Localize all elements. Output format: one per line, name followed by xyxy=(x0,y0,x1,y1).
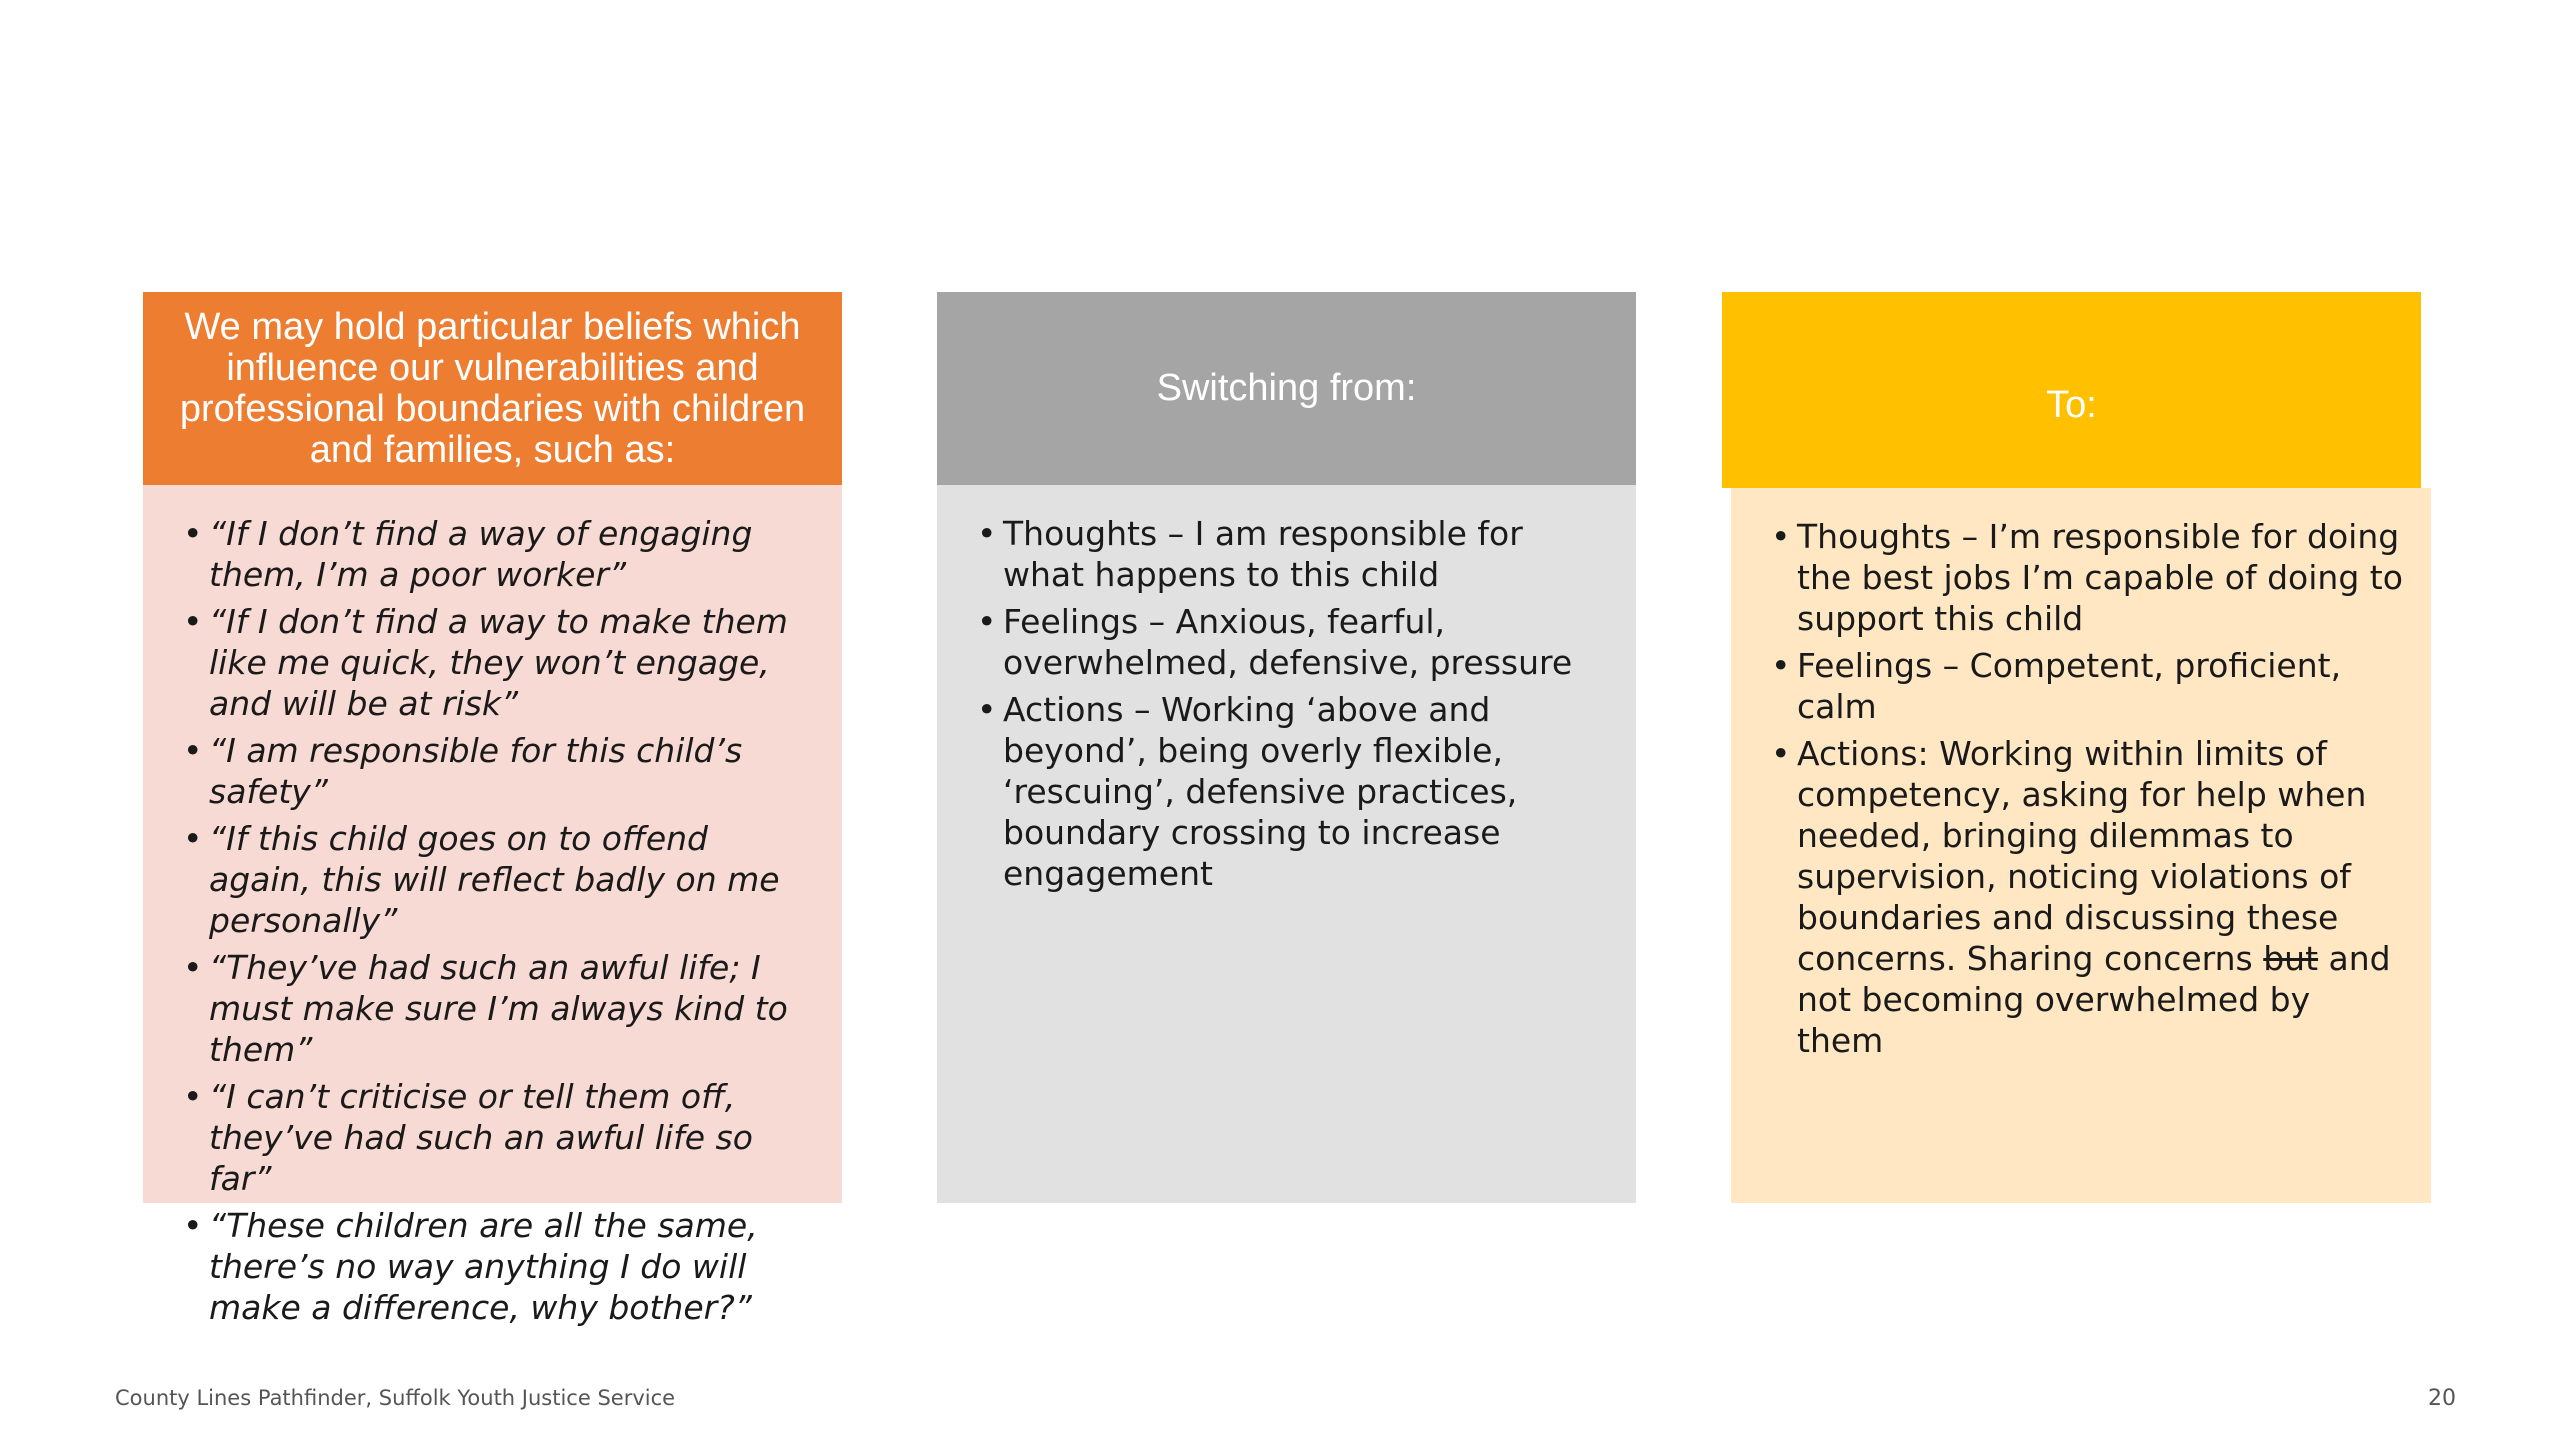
list-item: • “I can’t criticise or tell them off, they’ve had such an awful life so far” xyxy=(183,1076,814,1199)
list-item: • “I am responsible for this child’s safety” xyxy=(183,730,814,812)
switching-from-header xyxy=(937,292,1636,485)
beliefs-heading: We may hold particular beliefs which influence our vulnerabilities and professional boundaries with children and families, such as: xyxy=(179,305,806,471)
list-item: • Thoughts – I’m responsible for doing the best jobs I’m capable of doing to support this child xyxy=(1771,516,2403,639)
list-item: • Feelings – Anxious, fearful, overwhelmed, defensive, pressure xyxy=(977,601,1608,683)
to-panel xyxy=(1731,488,2431,1203)
switching-from-heading: Switching from: xyxy=(1156,367,1417,409)
beliefs-list xyxy=(183,513,814,1328)
to-header xyxy=(1722,292,2421,488)
switching-from-list xyxy=(977,513,1608,894)
actions-text-before: Actions: Working within limits of competency, asking for help when needed, bringing dilemmas to supervision, noticing violations of boundaries and discussing these concerns. Sharing concerns xyxy=(1797,734,2367,978)
actions-text-after: and not becoming overwhelmed by them xyxy=(1797,939,2391,1060)
list-item: • “If I don’t find a way of engaging them, I’m a poor worker” xyxy=(183,513,814,595)
beliefs-header xyxy=(143,292,842,485)
list-item: • “If I don’t find a way to make them like me quick, they won’t engage, and will be at risk” xyxy=(183,601,814,724)
struck-word: but xyxy=(2263,939,2319,978)
beliefs-panel xyxy=(143,485,842,1327)
list-item: • “If this child goes on to offend again, this will reflect badly on me personally” xyxy=(183,818,814,941)
list-item: • “These children are all the same, there’s no way anything I do will make a difference, why bother?” xyxy=(183,1205,814,1328)
switching-from-panel xyxy=(937,485,1636,1203)
list-item: • “They’ve had such an awful life; I must make sure I’m always kind to them” xyxy=(183,947,814,1070)
to-heading: To: xyxy=(2046,383,2097,426)
page-number: 20 xyxy=(2428,1386,2456,1411)
list-item xyxy=(1771,733,2403,1061)
list-item: • Feelings – Competent, proficient, calm xyxy=(1771,645,2403,727)
list-item: • Thoughts – I am responsible for what happens to this child xyxy=(977,513,1608,595)
footer-source: County Lines Pathfinder, Suffolk Youth Justice Service xyxy=(115,1386,676,1410)
to-list xyxy=(1771,516,2403,1061)
list-item: • Actions – Working ‘above and beyond’, being overly flexible, ‘rescuing’, defensive practices, boundary crossing to increase engagement xyxy=(977,689,1608,894)
